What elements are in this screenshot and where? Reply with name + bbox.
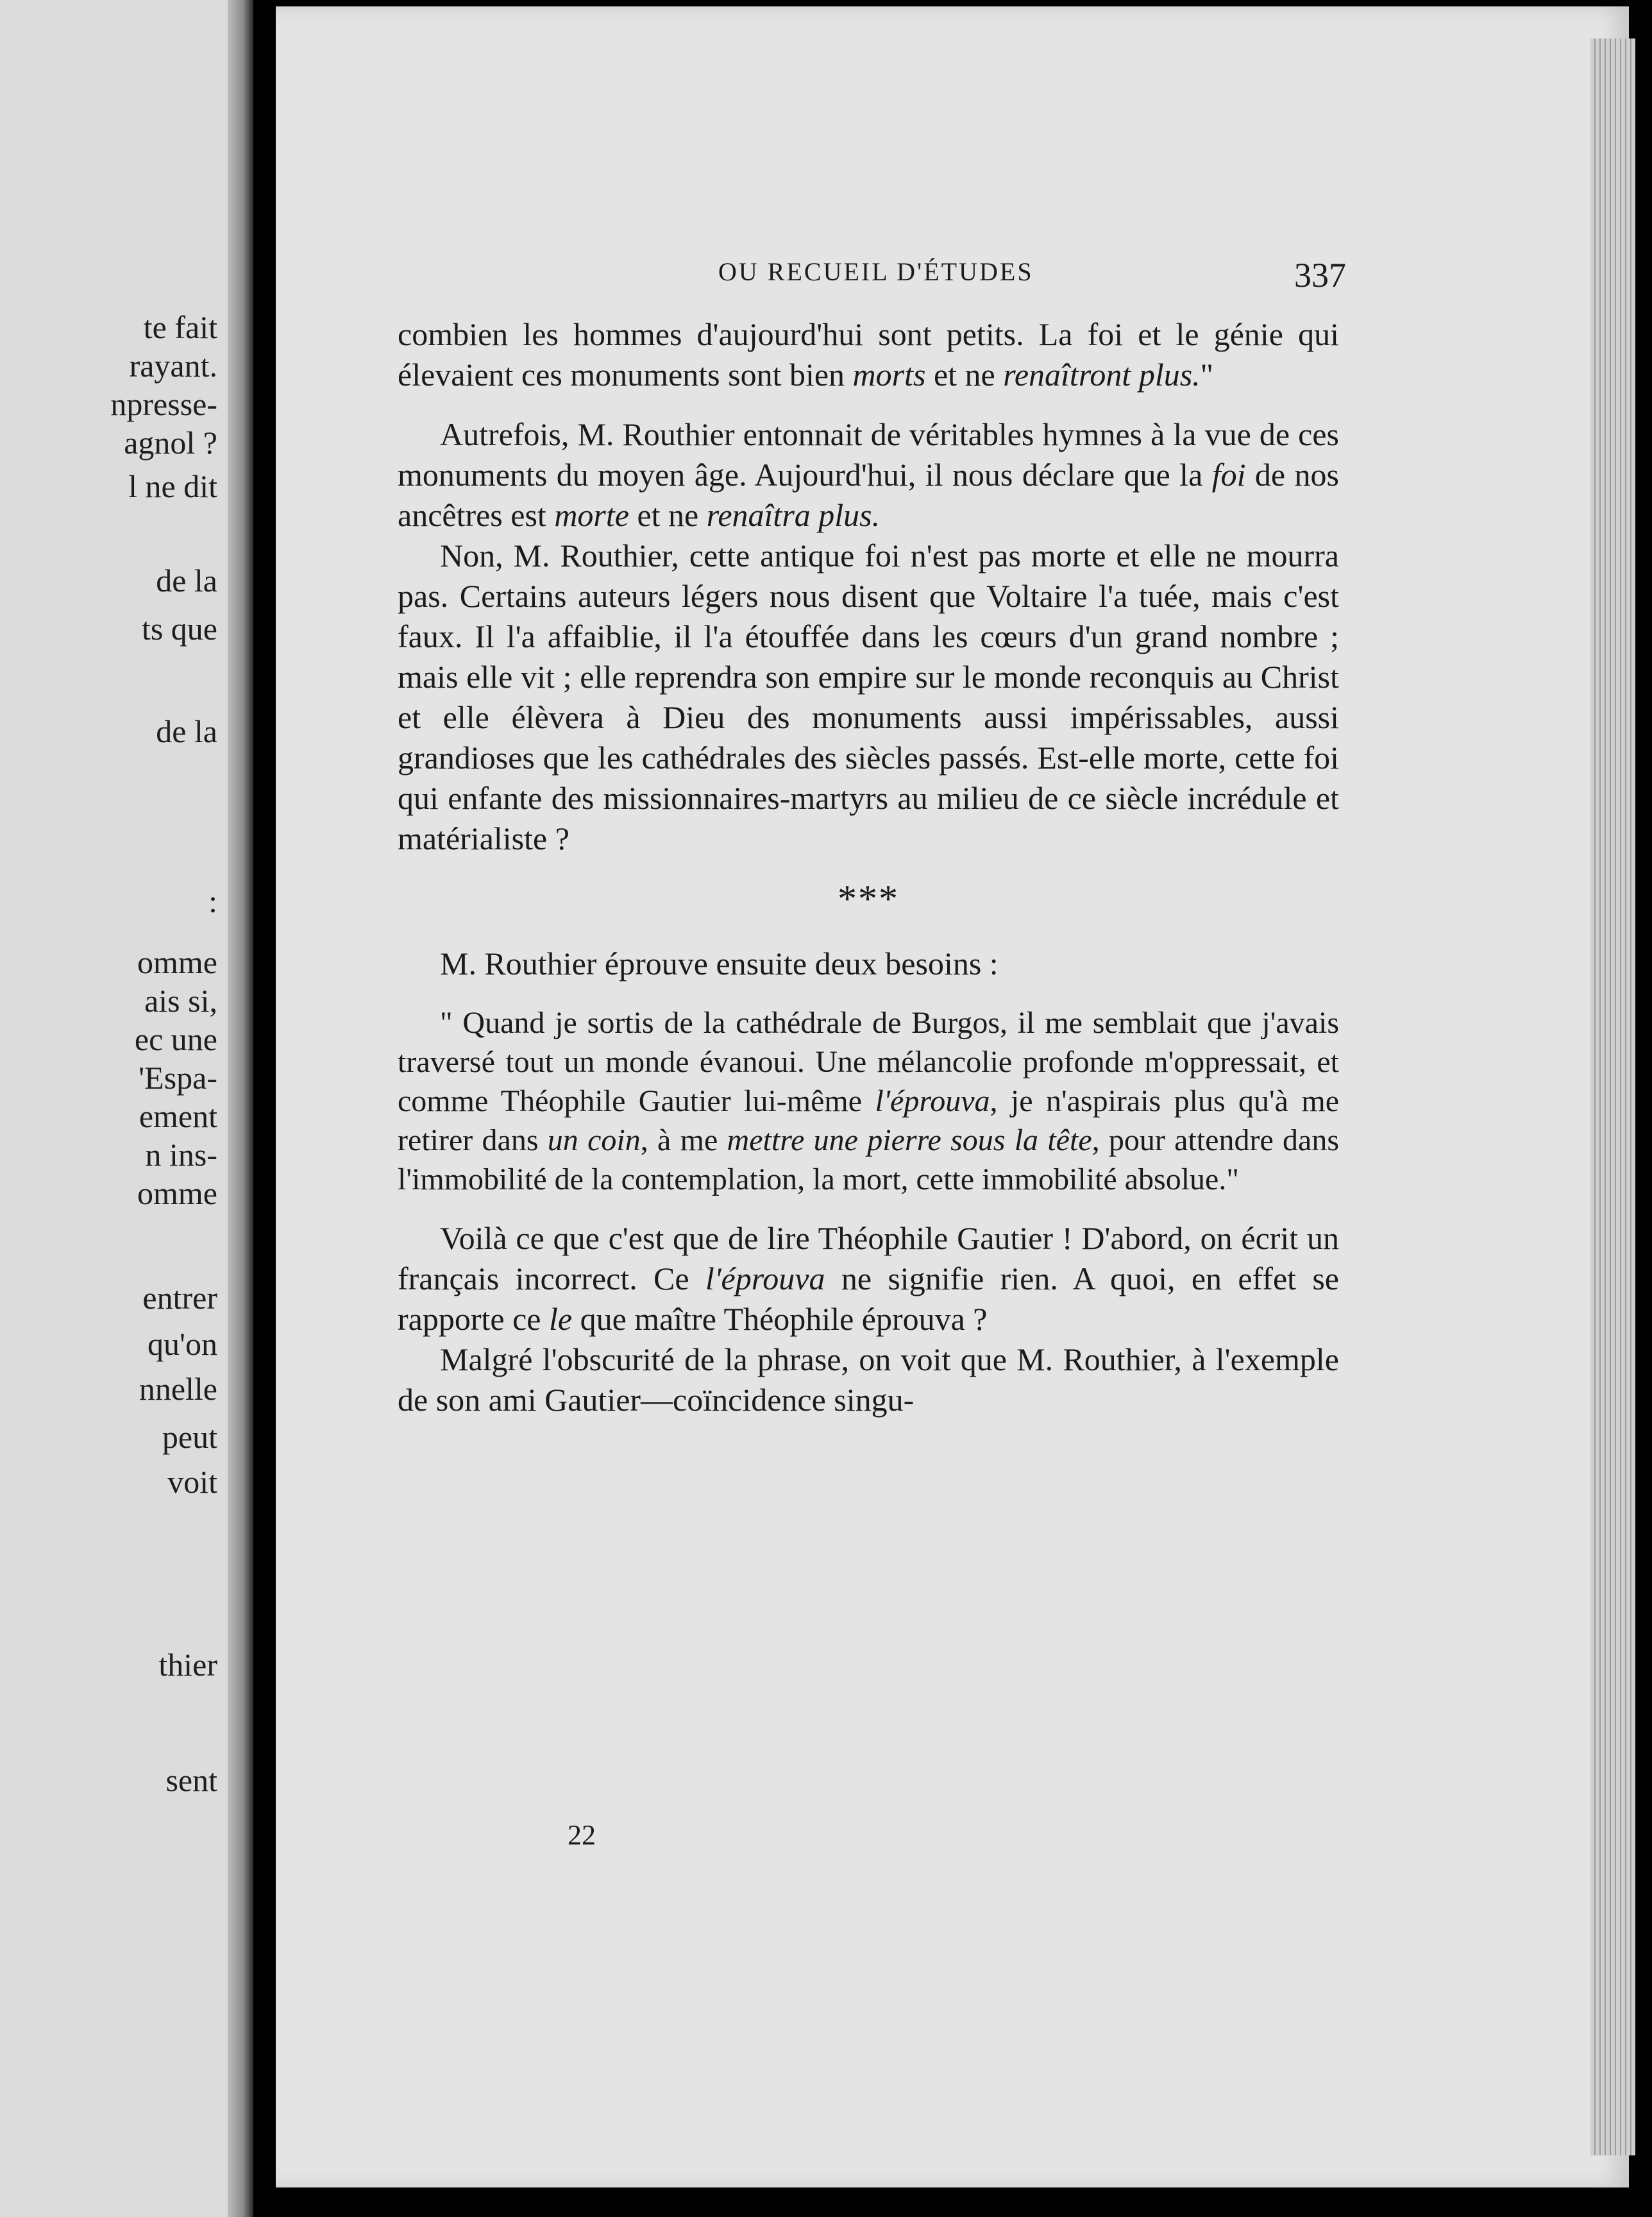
page-body: [398, 314, 1339, 1420]
left-page-line: peut: [162, 1419, 217, 1455]
left-page-line: ement: [139, 1098, 217, 1134]
left-page-line: entrer: [142, 1280, 217, 1316]
left-facing-page: [0, 0, 228, 2217]
left-page-line: ec une: [134, 1021, 217, 1057]
left-page-line: l ne dit: [128, 468, 217, 504]
left-page-line: thier: [158, 1647, 217, 1683]
left-page-line: omme: [137, 1175, 217, 1211]
italic-run: renaîtront plus.: [1003, 357, 1201, 393]
text-run: combien les hommes d'aujourd'hui sont petits. La foi et le génie qui élevaient ces monuments sont bien: [398, 316, 1339, 393]
text-run: Voilà ce que c'est que de lire Théophile Gautier ! D'abord, on écrit un français incorrect. Ce: [398, 1220, 1339, 1296]
italic-run: mettre une pierre sous la tête: [727, 1123, 1092, 1157]
signature-mark: 22: [568, 1819, 596, 1851]
text-run: , pour attendre dans l'immobilité de la contemplation, la mort, cette immobilité absolue.": [398, 1123, 1340, 1196]
text-run: que maître Théophile éprouva ?: [572, 1301, 988, 1337]
left-page-line: :: [208, 883, 217, 919]
text-run: " Quand je sortis de la cathédrale de Burgos, il me semblait que j'avais traversé tout un monde évanoui. Une mélancolie profonde m'oppressait, et comme Théophile Gautier lui-même: [398, 1006, 1339, 1118]
text-run: Autrefois, M. Routhier entonnait de véritables hymnes à la vue de ces monuments du moyen âge. Aujourd'hui, il nous déclare que la: [398, 416, 1339, 493]
text-run: et ne: [925, 357, 1004, 393]
quotation: [398, 1003, 1339, 1199]
page-edges: [1590, 38, 1635, 2155]
italic-run: le: [548, 1301, 573, 1337]
italic-run: l'éprouva: [875, 1084, 990, 1118]
section-separator: ***: [838, 878, 899, 920]
text-run: ne signifie rien. A quoi, en effet se rapporte ce: [398, 1261, 1340, 1337]
italic-run: foi: [1211, 457, 1246, 493]
left-page-line: n ins-: [145, 1137, 217, 1173]
paragraph-4: M. Routhier éprouve ensuite deux besoins :: [440, 946, 999, 981]
paragraph-3: Non, M. Routhier, cette antique foi n'est pas morte et elle ne mourra pas. Certains auteurs légers nous disent que Voltaire l'a tuée, mais c'est faux. Il l'a affaiblie, il l'a étouffée dans les cœurs d'un grand nombre ; mais elle vit ; elle reprendra son empire sur le monde reconquis au Christ et elle élèvera à Dieu des monuments aussi impérissables, aussi grandioses que les cathédrales des siècles passés. Est-elle morte, cette foi qui enfante des missionnaires-martyrs au milieu de ce siècle incrédule et matérialiste ?: [398, 538, 1339, 856]
paragraph-1: [398, 314, 1339, 395]
text-run: , je n'aspirais plus qu'à me retirer dans: [398, 1084, 1339, 1157]
left-page-line: voit: [167, 1464, 217, 1500]
left-page-line: rayant.: [129, 348, 217, 384]
paragraph-6: [398, 1218, 1339, 1339]
paragraph-7: Malgré l'obscurité de la phrase, on voit que M. Routhier, à l'exemple de son ami Gautier—coïncidence singu-: [398, 1341, 1339, 1418]
left-page-line: nnelle: [139, 1371, 217, 1407]
italic-run: morte: [554, 497, 629, 533]
left-page-line: de la: [156, 713, 217, 749]
text-run: ": [1200, 357, 1214, 393]
italic-run: renaîtra plus.: [706, 497, 881, 533]
text-run: de nos ancêtres est: [398, 457, 1339, 533]
text-run: et ne: [628, 497, 707, 533]
italic-run: morts: [852, 357, 926, 393]
left-page-line: omme: [137, 944, 217, 980]
left-page-line: ts que: [141, 611, 217, 647]
left-page-line: sent: [165, 1762, 217, 1798]
left-page-line: agnol ?: [124, 425, 217, 461]
left-page-line: de la: [156, 563, 217, 599]
left-page-line: 'Espa-: [139, 1060, 217, 1096]
page-number: 337: [1294, 256, 1346, 294]
text-run: , à me: [640, 1123, 727, 1157]
left-page-line: ais si,: [144, 983, 217, 1019]
left-page-line: npresse-: [110, 386, 217, 422]
book-gutter: [228, 0, 253, 2217]
left-page-line: te fait: [143, 309, 217, 345]
running-header: OU RECUEIL D'ÉTUDES: [718, 257, 1034, 286]
italic-run: l'éprouva: [705, 1261, 825, 1296]
paragraph-2: [398, 414, 1339, 536]
italic-run: un coin: [547, 1123, 641, 1157]
left-page-line: qu'on: [147, 1326, 217, 1362]
